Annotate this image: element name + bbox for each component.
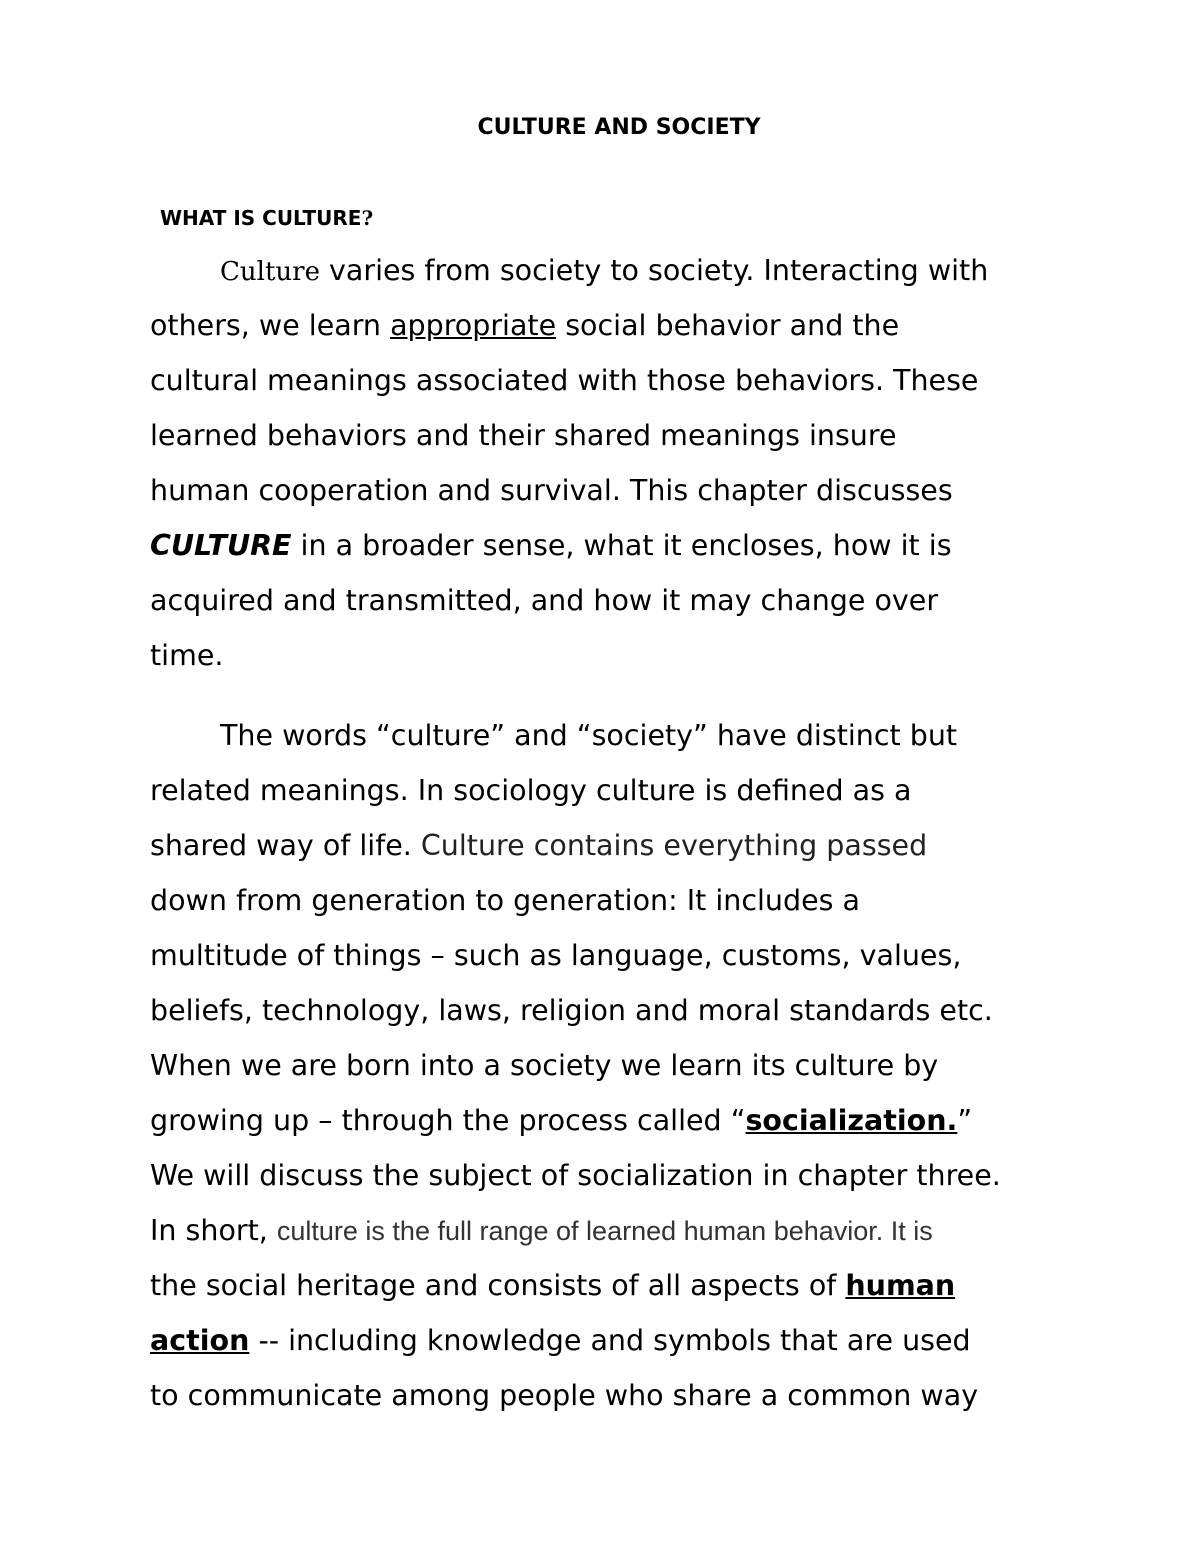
- definition-sentence: culture is the full range of learned human behavior. It is: [276, 1216, 933, 1246]
- paragraph1-line7: acquired and transmitted, and how it may change over: [150, 584, 939, 617]
- paragraph2-line9: We will discuss the subject of socialization in chapter three.: [150, 1159, 1001, 1192]
- paragraph2-line1: The words “culture” and “society” have distinct but: [220, 719, 958, 752]
- paragraph2-line8: growing up – through the process called “socialization.”: [150, 1104, 973, 1137]
- paragraph2-line7: When we are born into a society we learn its culture by: [150, 1049, 939, 1082]
- paragraph2-line13: to communicate among people who share a common way: [150, 1379, 979, 1412]
- paragraph2-line10: In short, culture is the full range of learned human behavior. It is: [150, 1214, 933, 1247]
- bold-underlined-human: human: [845, 1269, 956, 1302]
- paragraph1-line6: CULTURE in a broader sense, what it encloses, how it is: [150, 529, 952, 562]
- bold-underlined-socialization: socialization.: [745, 1104, 958, 1137]
- paragraph2-line11: the social heritage and consists of all aspects of human: [150, 1269, 956, 1302]
- paragraph1-line3: cultural meanings associated with those behaviors. These: [150, 364, 979, 397]
- paragraph1-line2: others, we learn appropriate social behavior and the: [150, 309, 900, 342]
- paragraph2-line2: related meanings. In sociology culture is defined as a: [150, 774, 912, 807]
- paragraph1-line1: Culture varies from society to society. Interacting with: [220, 254, 989, 287]
- bold-underlined-action: action: [150, 1324, 250, 1357]
- section-heading-text: WHAT IS CULTURE: [160, 206, 362, 230]
- paragraph2-line3: shared way of life. Culture contains everything passed: [150, 829, 928, 862]
- paragraph2-line4: down from generation to generation: It includes a: [150, 884, 860, 917]
- paragraph2-line12: action -- including knowledge and symbols that are used: [150, 1324, 971, 1357]
- paragraph2-line5: multitude of things – such as language, customs, values,: [150, 939, 962, 972]
- culture-word: Culture: [220, 257, 320, 287]
- paragraph1-line5: human cooperation and survival. This chapter discusses: [150, 474, 953, 507]
- paragraph-culture-intro: [150, 243, 1110, 683]
- section-heading-question-mark: ?: [361, 206, 374, 230]
- paragraph1-line8: time.: [150, 639, 224, 672]
- paragraph-culture-and-society: [150, 708, 1110, 1423]
- section-heading: [160, 203, 373, 233]
- bold-italic-culture: CULTURE: [150, 529, 292, 562]
- paragraph2-line6: beliefs, technology, laws, religion and moral standards etc.: [150, 994, 993, 1027]
- document-title: CULTURE AND SOCIETY: [477, 115, 761, 140]
- underlined-appropriate: appropriate: [390, 309, 557, 342]
- paragraph1-line4: learned behaviors and their shared meanings insure: [150, 419, 897, 452]
